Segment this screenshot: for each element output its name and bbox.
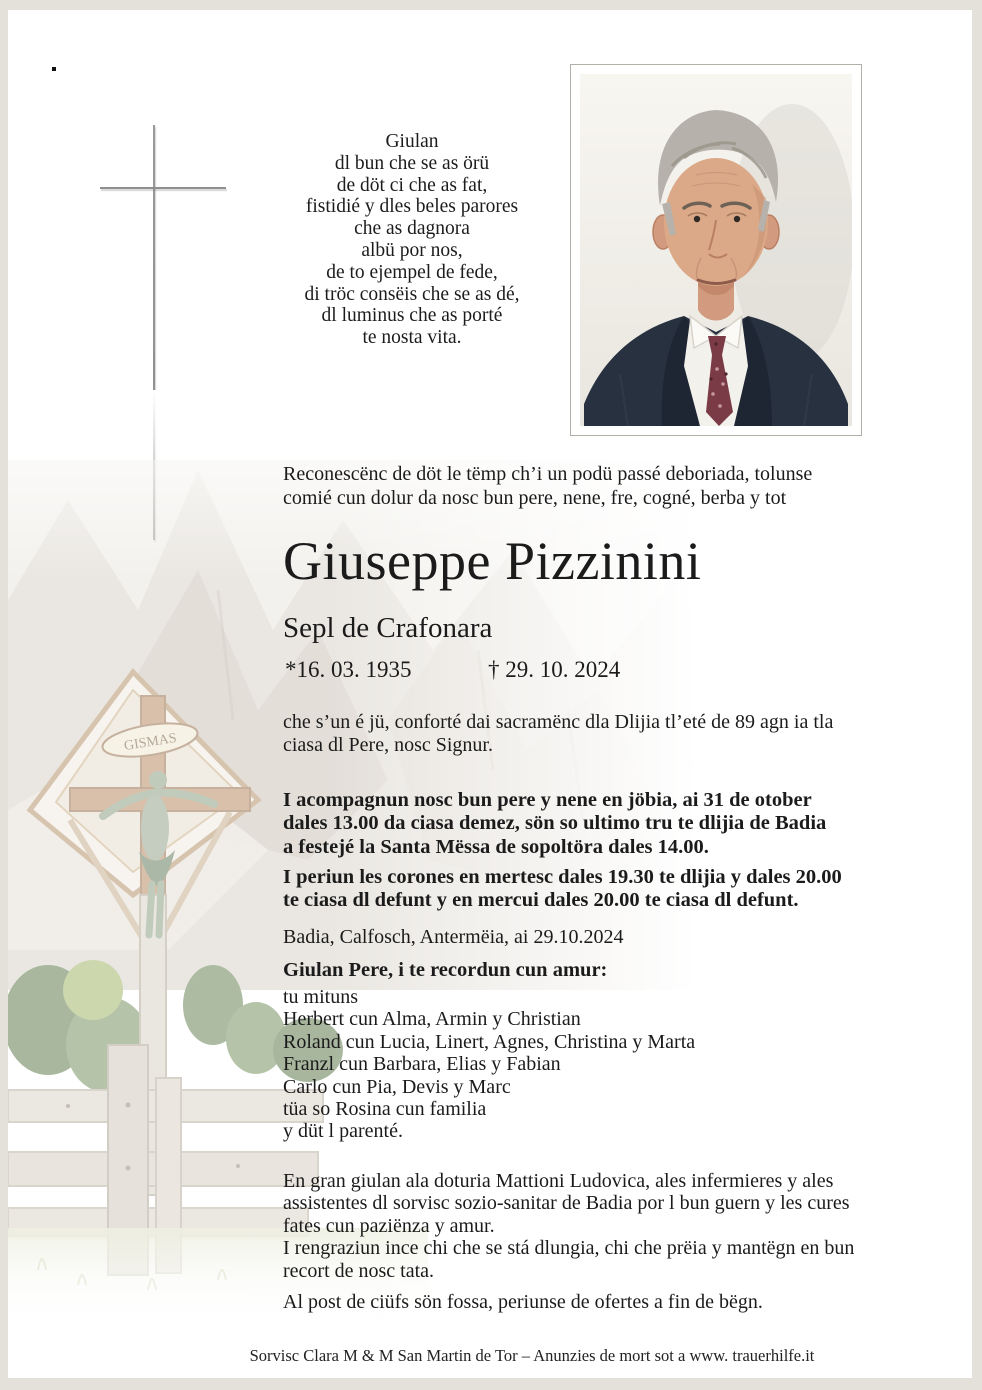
deceased-name: Giuseppe Pizzinini — [283, 531, 702, 591]
family-line: y düt l parenté. — [283, 1120, 403, 1143]
funeral-announcement — [283, 789, 923, 859]
family-line: Roland cun Lucia, Linert, Agnes, Christina y Marta — [283, 1030, 696, 1053]
thanks-line: fates cun paziënza y amur. — [283, 1214, 495, 1237]
poem-line: te nosta vita. — [362, 327, 462, 349]
passing-line: che s’un é jü, conforté dai sacramënc dla Dlijia tl’eté de 89 agn ia tla — [283, 711, 834, 733]
stray-dot — [52, 67, 56, 71]
memorial-poem — [212, 131, 612, 349]
deceased-house-name: Sepl de Crafonara — [283, 612, 493, 644]
birth-date: *16. 03. 1935 — [285, 657, 412, 682]
passing-line: ciasa dl Pere, nosc Signur. — [283, 734, 493, 756]
thanks-line: En gran giulan ala doturia Mattioni Ludovica, ales infermieres y ales — [283, 1170, 834, 1192]
footer-text: Sorvisc Clara M & M San Martin de Tor – Anunzies de mort sot a www. trauerhilfe.it — [249, 1346, 815, 1365]
funeral-line: a festejé la Santa Mëssa de sopoltöra dales 14.00. — [283, 835, 709, 858]
obituary-card — [8, 10, 972, 1378]
funeral-line: I acompagnun nosc bun pere y nene en jöbia, ai 31 de otober — [283, 789, 812, 811]
family-line: Herbert cun Alma, Armin y Christian — [283, 1008, 581, 1031]
flowers-request: Al post de ciüfs sön fossa, periunse de ofertes a fin de bëgn. — [283, 1291, 763, 1313]
poem-line: Giulan — [385, 131, 439, 152]
funeral-line: dales 13.00 da ciasa demez, sön so ultimo tru te dlijia de Badia — [283, 812, 827, 835]
passing-text — [283, 711, 923, 757]
cross-horizontal-line — [100, 187, 226, 189]
poem-line: albü por nos, — [361, 239, 463, 261]
family-line: tüa so Rosina cun familia — [283, 1098, 487, 1121]
poem-line: fistidié y dles beles parores — [305, 196, 519, 218]
banner-text: GISMAS — [123, 730, 178, 755]
wake-line: te ciasa dl defunt y en mercui dales 20.00 te ciasa dl defunt. — [283, 889, 799, 912]
family-list — [283, 986, 923, 1143]
thanks-line: recort de nosc tata. — [283, 1259, 435, 1282]
intro-text — [283, 462, 923, 510]
family-line: Franzl cun Barbara, Elias y Fabian — [283, 1053, 561, 1076]
intro-line: comié cun dolur da nosc bun pere, nene, fre, cogné, berba y tot — [283, 487, 787, 509]
life-dates — [283, 657, 923, 687]
poem-line: de to ejempel de fede, — [326, 261, 498, 283]
family-line: Carlo cun Pia, Devis y Marc — [283, 1075, 511, 1098]
poem-line: de döt ci che as fat, — [336, 174, 488, 196]
wake-line: I periun les corones en mertesc dales 19.30 te dlijia y dales 20.00 — [283, 866, 842, 888]
intro-line: Reconescënc de döt le tëmp ch’i un podü passé deboriada, tolunse — [283, 463, 813, 485]
thanks-line: assistentes dl sorvisc sozio-sanitar de Badia por l bun guern y les cures — [283, 1192, 850, 1215]
poem-line: di tröc consëis che se as dé, — [304, 283, 520, 305]
wake-announcement — [283, 866, 923, 913]
place-date: Badia, Calfosch, Antermëia, ai 29.10.2024 — [283, 926, 624, 948]
poem-line: che as dagnora — [354, 218, 470, 240]
poem-line: dl bun che se as örü — [334, 152, 490, 174]
death-date: † 29. 10. 2024 — [488, 657, 621, 682]
family-line: tu mituns — [283, 986, 359, 1008]
poem-line: dl luminus che as porté — [321, 305, 503, 327]
remembrance-heading: Giulan Pere, i te recordun cun amur: — [283, 959, 608, 981]
gratitude-text — [283, 1170, 923, 1282]
portrait-photo — [570, 64, 862, 436]
thanks-line: I rengraziun ince chi che se stá dlungia, chi che prëia y mantëgn en bun — [283, 1237, 855, 1260]
